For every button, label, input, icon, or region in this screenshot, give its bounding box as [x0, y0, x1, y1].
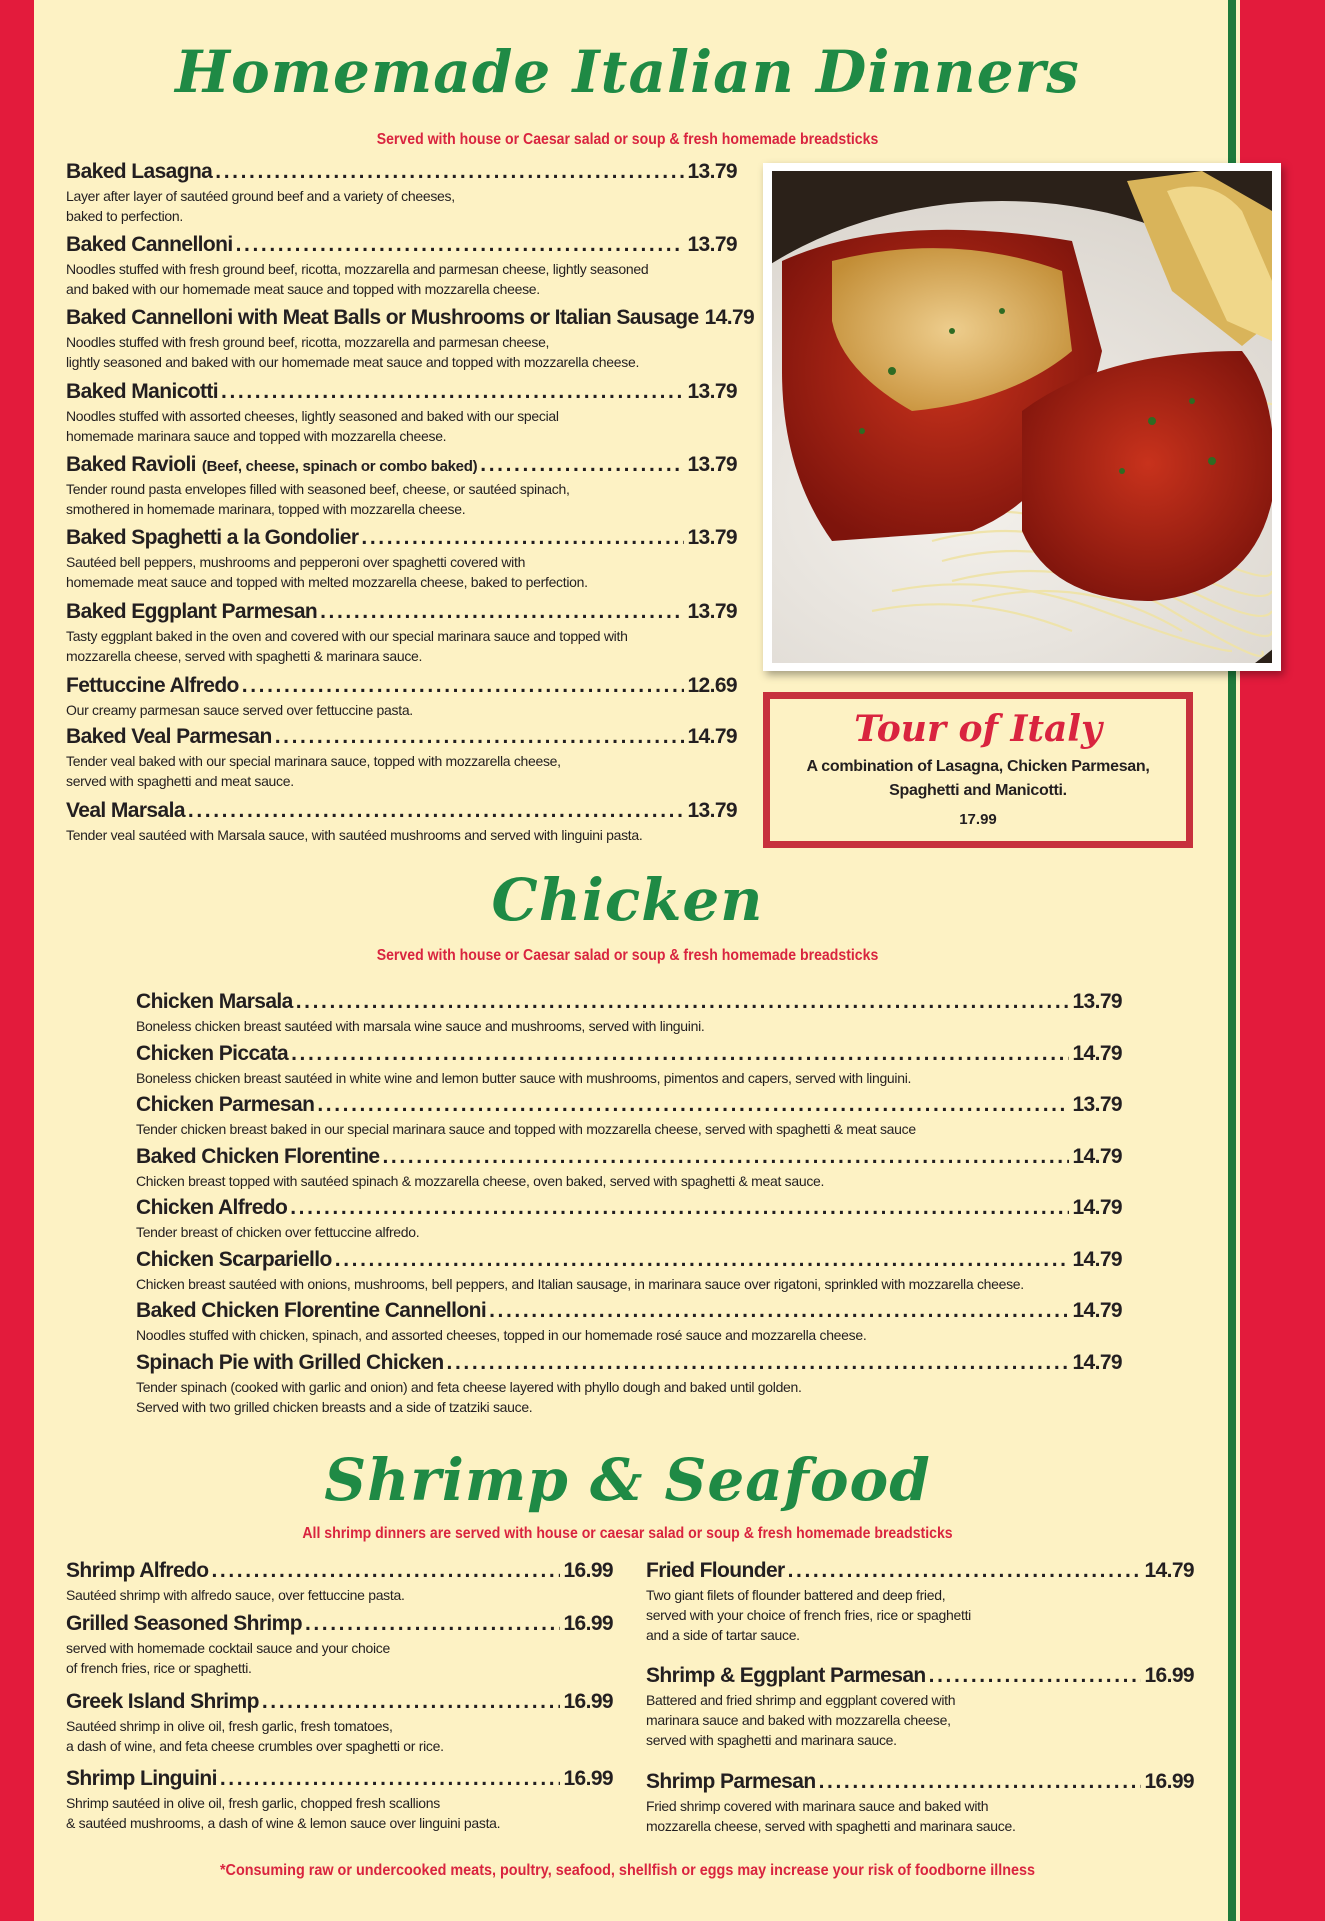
menu-item-header [66, 674, 737, 698]
menu-item-header [66, 380, 737, 404]
description-line: Boneless chicken breast sautéed in white wine and lemon butter sauce with mushrooms, pimentos and capers, served with linguini. [136, 1070, 912, 1086]
menu-item [136, 1299, 1122, 1345]
menu-item [136, 1042, 1122, 1088]
menu-item-name: Baked Cannelloni with Meat Balls or Mushrooms or Italian Sausage [66, 306, 699, 329]
menu-item-description [646, 1796, 1194, 1836]
menu-item-header [66, 725, 737, 749]
menu-item-price: 13.79 [1072, 990, 1122, 1013]
menu-item-price: 14.79 [1072, 1196, 1122, 1219]
menu-item [66, 160, 737, 226]
description-line: Our creamy parmesan sauce served over fettuccine pasta. [66, 702, 413, 718]
description-line: Tender round pasta envelopes filled with seasoned beef, cheese, or sautéed spinach, [66, 481, 570, 497]
menu-item-price: 14.79 [1072, 1248, 1122, 1271]
dot-leader [215, 160, 684, 184]
dot-leader [220, 1767, 561, 1791]
description-line: and baked with our homemade meat sauce and topped with mozzarella cheese. [66, 281, 540, 297]
menu-item-name: Chicken Marsala [136, 990, 293, 1013]
menu-item-header [136, 1196, 1122, 1220]
food-photo-frame [763, 163, 1281, 671]
menu-item-name: Baked Chicken Florentine Cannelloni [136, 1299, 487, 1322]
menu-item-header [66, 1612, 613, 1636]
dot-leader [188, 799, 685, 823]
menu-item [66, 453, 737, 519]
description-line: mozzarella cheese, served with spaghetti and marinara sauce. [646, 1818, 1016, 1834]
description-line: Layer after layer of sautéed ground beef and a variety of cheeses, [66, 188, 455, 204]
menu-item [136, 1351, 1122, 1417]
dot-leader [361, 526, 684, 550]
menu-item-description [66, 751, 737, 791]
description-line: Chicken breast sautéed with onions, mushrooms, bell peppers, and Italian sausage, in marinara sauce over rigatoni, sprinkled with mozzarella cheese. [136, 1276, 1024, 1292]
menu-item-name: Shrimp Alfredo [66, 1559, 209, 1582]
menu-item-header [66, 306, 755, 330]
description-line: Tender veal baked with our special marinara sauce, topped with mozzarella cheese, [66, 753, 561, 769]
description-line: served with your choice of french fries, rice or spaghetti [646, 1607, 971, 1623]
description-line: homemade meat sauce and topped with melted mozzarella cheese, baked to perfection. [66, 574, 588, 590]
menu-item [136, 1145, 1122, 1191]
dot-leader [242, 674, 685, 698]
menu-item [66, 799, 737, 845]
description-line: Tasty eggplant baked in the oven and covered with our special marinara sauce and topped with [66, 628, 628, 644]
menu-item-header [66, 233, 737, 257]
description-line: Tender veal sautéed with Marsala sauce, with sautéed mushrooms and served with linguini pasta. [66, 827, 643, 843]
menu-item-name: Shrimp Parmesan [646, 1770, 816, 1793]
menu-item-price: 14.79 [687, 725, 737, 748]
menu-item-price: 14.79 [1072, 1145, 1122, 1168]
dot-leader [383, 1145, 1070, 1169]
description-line: Battered and fried shrimp and eggplant covered with [646, 1692, 956, 1708]
menu-item-price: 13.79 [687, 526, 737, 549]
menu-item-header [66, 799, 737, 823]
menu-item-price: 14.79 [1072, 1042, 1122, 1065]
menu-item-price: 16.99 [563, 1559, 613, 1582]
menu-item [66, 233, 737, 299]
description-line: & sautéed mushrooms, a dash of wine & lemon sauce over linguini pasta. [66, 1815, 501, 1831]
menu-item-price: 14.79 [1144, 1559, 1194, 1582]
menu-item [66, 1612, 613, 1678]
description-line: Sautéed bell peppers, mushrooms and pepperoni over spaghetti covered with [66, 554, 526, 570]
menu-item-price: 14.79 [704, 306, 755, 329]
description-line: Two giant filets of flounder battered and deep fried, [646, 1587, 946, 1603]
description-line: homemade marinara sauce and topped with mozzarella cheese. [66, 428, 447, 444]
menu-item-name: Baked Lasagna [66, 160, 213, 183]
chicken-title: Chicken [491, 866, 764, 934]
dot-leader [236, 233, 685, 257]
seafood-subtitle: All shrimp dinners are served with house or caesar salad or soup & fresh homemade breadsticks [302, 1525, 953, 1542]
menu-item-description [66, 700, 737, 720]
menu-item [136, 1248, 1122, 1294]
menu-item-price: 16.99 [563, 1612, 613, 1635]
dot-leader [788, 1559, 1142, 1583]
menu-item-name: Baked Cannelloni [66, 233, 233, 256]
dot-leader [489, 1299, 1069, 1323]
menu-item-header [646, 1664, 1194, 1688]
dot-leader [296, 990, 1070, 1014]
menu-item-price: 16.99 [1144, 1770, 1194, 1793]
menu-item-header [136, 1093, 1122, 1117]
menu-item [66, 725, 737, 791]
menu-item-price: 12.69 [687, 674, 737, 697]
menu-item-description [136, 1119, 1122, 1139]
menu-item-name: Grilled Seasoned Shrimp [66, 1612, 302, 1635]
description-line: Sautéed shrimp with alfredo sauce, over fettuccine pasta. [66, 1587, 405, 1603]
menu-item-header [66, 600, 737, 624]
menu-item-name: Greek Island Shrimp [66, 1690, 259, 1713]
description-line: served with spaghetti and marinara sauce. [646, 1732, 897, 1748]
description-line: Noodles stuffed with chicken, spinach, and assorted cheeses, topped in our homemade rosé sauce and mozzarella cheese. [136, 1327, 867, 1343]
description-line: marinara sauce and baked with mozzarella cheese, [646, 1712, 951, 1728]
menu-item-header [136, 1145, 1122, 1169]
tour-price: 17.99 [959, 811, 997, 828]
description-line: Tender breast of chicken over fettuccine alfredo. [136, 1224, 420, 1240]
menu-item-description [66, 332, 737, 372]
dot-leader [305, 1612, 561, 1636]
description-line: of french fries, rice or spaghetti. [66, 1660, 252, 1676]
menu-item-name: Chicken Alfredo [136, 1196, 288, 1219]
menu-item-name: Spinach Pie with Grilled Chicken [136, 1351, 444, 1374]
description-line: Sautéed shrimp in olive oil, fresh garlic, fresh tomatoes, [66, 1718, 393, 1734]
menu-item-name: Baked Spaghetti a la Gondolier [66, 526, 359, 549]
menu-item-header [136, 1248, 1122, 1272]
menu-item-header [136, 1351, 1122, 1375]
description-line: baked to perfection. [66, 208, 183, 224]
menu-item-description [66, 1793, 613, 1833]
menu-item-price: 14.79 [1072, 1351, 1122, 1374]
description-line: smothered in homemade marinara, topped with mozzarella cheese. [66, 501, 466, 517]
dot-leader [262, 1690, 561, 1714]
description-line: Chicken breast topped with sautéed spinach & mozzarella cheese, oven baked, served with spaghetti & meat sauce. [136, 1173, 825, 1189]
menu-item-description [66, 552, 737, 592]
menu-item-price: 13.79 [687, 233, 737, 256]
dot-leader [819, 1770, 1142, 1794]
menu-item-description [66, 259, 737, 299]
menu-item [66, 306, 755, 372]
menu-item [66, 674, 737, 720]
menu-item-name: Shrimp & Eggplant Parmesan [646, 1664, 926, 1687]
menu-item [136, 1093, 1122, 1139]
tour-title: Tour of Italy [854, 708, 1102, 750]
menu-item-price: 13.79 [687, 453, 737, 476]
dot-leader [317, 1093, 1069, 1117]
menu-item-description [66, 186, 737, 226]
menu-item-header [136, 1042, 1122, 1066]
menu-item-name: Fettuccine Alfredo [66, 674, 239, 697]
menu-item-header [136, 990, 1122, 1014]
dinners-subtitle: Served with house or Caesar salad or soup & fresh homemade breadsticks [376, 131, 879, 148]
menu-item-description [136, 1274, 1122, 1294]
menu-item-price: 13.79 [687, 600, 737, 623]
dot-leader [275, 725, 685, 749]
description-line: Served with two grilled chicken breasts and a side of tzatziki sauce. [136, 1399, 533, 1415]
menu-item [646, 1559, 1194, 1645]
menu-item-description [66, 406, 737, 446]
dot-leader [221, 380, 684, 404]
description-line: Fried shrimp covered with marinara sauce and baked with [646, 1798, 989, 1814]
dot-leader [929, 1664, 1142, 1688]
dot-leader [447, 1351, 1070, 1375]
tour-of-italy-box [763, 692, 1193, 848]
menu-item-header [66, 160, 737, 184]
seafood-title: Shrimp & Seafood [324, 1446, 931, 1514]
dot-leader [291, 1042, 1069, 1066]
menu-item-name: Fried Flounder [646, 1559, 785, 1582]
menu-item-price: 13.79 [1072, 1093, 1122, 1116]
dinners-title: Homemade Italian Dinners [175, 38, 1080, 106]
menu-item-header [66, 453, 737, 477]
menu-item-header [66, 1767, 613, 1791]
menu-item-description [66, 1638, 613, 1678]
menu-item-description [136, 1171, 1122, 1191]
menu-item-description [646, 1585, 1194, 1645]
menu-item-price: 16.99 [563, 1690, 613, 1713]
description-line: Noodles stuffed with fresh ground beef, ricotta, mozzarella and parmesan cheese, lightly seasoned [66, 261, 649, 277]
description-line: and a side of tartar sauce. [646, 1627, 800, 1643]
description-line: a dash of wine, and feta cheese crumbles over spaghetti or rice. [66, 1738, 444, 1754]
menu-item-description [136, 1222, 1122, 1242]
menu-item-name: Baked Manicotti [66, 380, 219, 403]
description-line: mozzarella cheese, served with spaghetti & marinara sauce. [66, 648, 423, 664]
menu-item [646, 1664, 1194, 1750]
menu-item [136, 990, 1122, 1036]
menu-item-name: Chicken Scarpariello [136, 1248, 332, 1271]
description-line: Tender spinach (cooked with garlic and onion) and feta cheese layered with phyllo dough and baked until golden. [136, 1379, 802, 1395]
menu-item [66, 380, 737, 446]
menu-item-header [66, 526, 737, 550]
menu-item-name: Baked Chicken Florentine [136, 1145, 380, 1168]
description-line: Noodles stuffed with assorted cheeses, lightly seasoned and baked with our special [66, 408, 559, 424]
menu-item-header [646, 1770, 1194, 1794]
menu-item-price: 13.79 [687, 799, 737, 822]
menu-item-description [136, 1325, 1122, 1345]
menu-item-description [136, 1016, 1122, 1036]
menu-item-name: Baked Ravioli [66, 453, 196, 476]
menu-item-header [66, 1559, 613, 1583]
dot-leader [290, 1196, 1069, 1220]
menu-item-name: Baked Eggplant Parmesan [66, 600, 318, 623]
menu-item-name: Veal Marsala [66, 799, 185, 822]
description-line: served with spaghetti and meat sauce. [66, 773, 294, 789]
menu-item [66, 1559, 613, 1605]
menu-item [646, 1770, 1194, 1836]
menu-item-header [66, 1690, 613, 1714]
dot-leader [212, 1559, 561, 1583]
menu-item-name: Chicken Parmesan [136, 1093, 315, 1116]
dot-leader [335, 1248, 1070, 1272]
menu-item-price: 16.99 [1144, 1664, 1194, 1687]
menu-item-price: 14.79 [1072, 1299, 1122, 1322]
menu-item-description [66, 1716, 613, 1756]
menu-item-price: 13.79 [687, 380, 737, 403]
food-photo [772, 171, 1272, 663]
menu-item [66, 1690, 613, 1756]
menu-item-price: 16.99 [563, 1767, 613, 1790]
menu-item-description [136, 1377, 1122, 1417]
menu-item-description [66, 1585, 613, 1605]
menu-item-note: (Beef, cheese, spinach or combo baked) [201, 458, 478, 475]
dot-leader [320, 600, 684, 624]
menu-item-description [646, 1690, 1194, 1750]
description-line: Boneless chicken breast sautéed with marsala wine sauce and mushrooms, served with linguini. [136, 1018, 705, 1034]
description-line: lightly seasoned and baked with our homemade meat sauce and topped with mozzarella cheese. [66, 354, 640, 370]
menu-item-description [66, 626, 737, 666]
foodborne-illness-warning: *Consuming raw or undercooked meats, poultry, seafood, shellfish or eggs may increase your risk of foodborne illness [219, 1862, 1036, 1879]
menu-item [66, 600, 737, 666]
menu-item-name: Baked Veal Parmesan [66, 725, 272, 748]
dot-leader [480, 453, 684, 477]
menu-item-name: Shrimp Linguini [66, 1767, 217, 1790]
description-line: Tender chicken breast baked in our special marinara sauce and topped with mozzarella cheese, served with spaghetti & meat sauce [136, 1121, 916, 1137]
description-line: Shrimp sautéed in olive oil, fresh garlic, chopped fresh scallions [66, 1795, 440, 1811]
menu-item [136, 1196, 1122, 1242]
tour-description: A combination of Lasagna, Chicken Parmesan, Spaghetti and Manicotti. [806, 758, 1150, 799]
menu-item [66, 1767, 613, 1833]
description-line: served with homemade cocktail sauce and your choice [66, 1640, 390, 1656]
menu-item-name: Chicken Piccata [136, 1042, 289, 1065]
menu-item-description [136, 1068, 1122, 1088]
menu-item-description [66, 825, 737, 845]
menu-item-description [66, 479, 737, 519]
description-line: Noodles stuffed with fresh ground beef, ricotta, mozzarella and parmesan cheese, [66, 334, 550, 350]
chicken-subtitle: Served with house or Caesar salad or soup & fresh homemade breadsticks [376, 947, 879, 964]
menu-item-header [136, 1299, 1122, 1323]
menu-item [66, 526, 737, 592]
menu-item-header [646, 1559, 1194, 1583]
menu-item-price: 13.79 [687, 160, 737, 183]
